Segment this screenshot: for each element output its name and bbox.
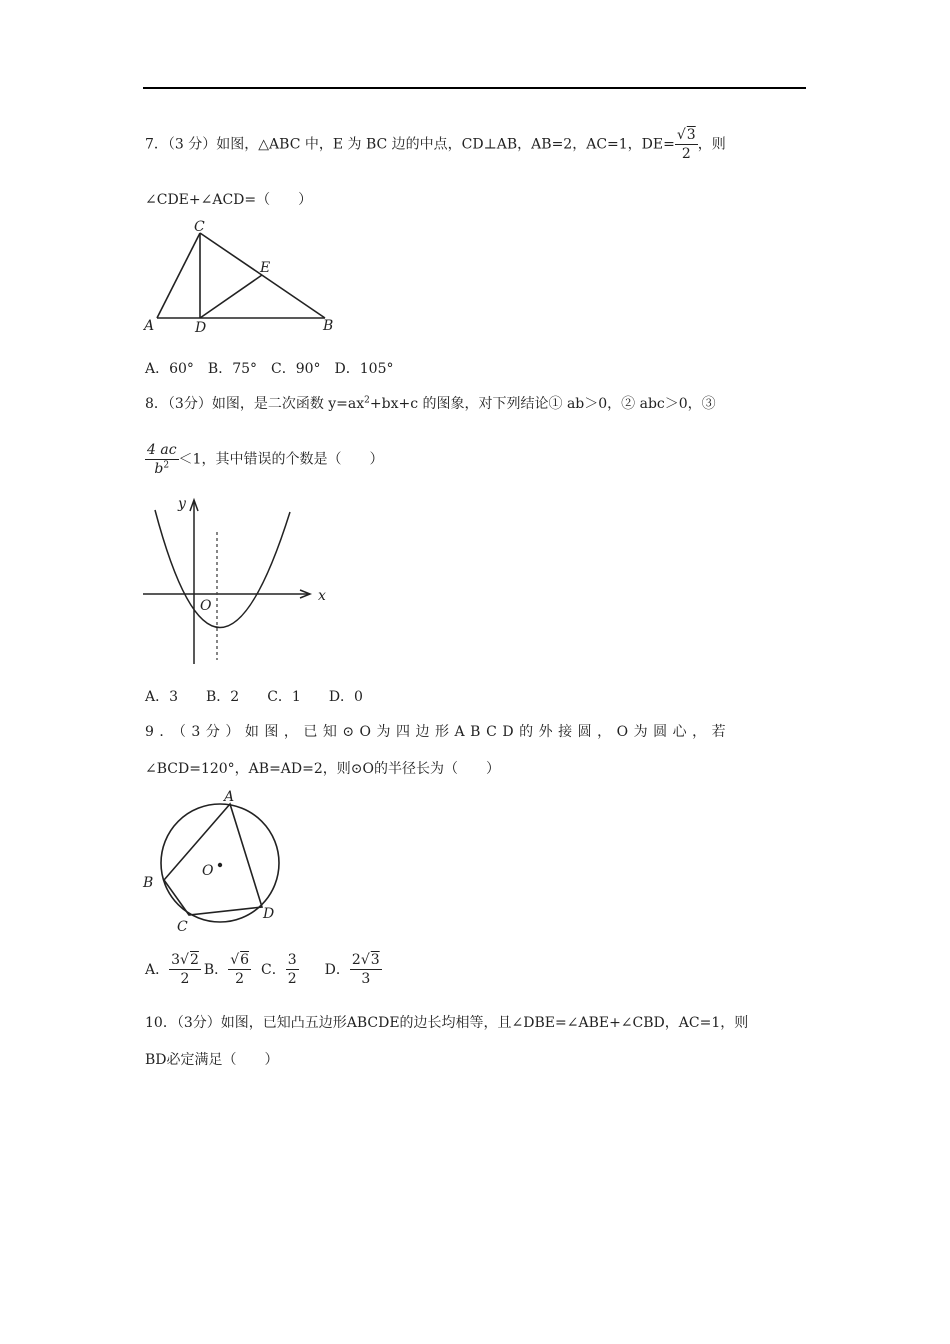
q9-option-c-fraction: $\frac{3}{2}$ xyxy=(287,952,297,987)
q10-line1: 10．（3分）如图，已知凸五边形ABCDE的边长均相等，且∠DBE=∠ABE+∠CBD，AC=1，则 xyxy=(145,1015,749,1031)
q9-line1: 9．（3分）如图，已知⊙O为四边形ABCD的外接圆，O为圆心，若 xyxy=(145,724,732,740)
q7-options: A．60° B．75° C．90° D．105° xyxy=(145,361,394,377)
q10-line2: BD必定满足（ ） xyxy=(145,1052,279,1068)
q9-label-d: D xyxy=(263,906,275,922)
q9-option-d-fraction: $\frac{2√3}{3}$ xyxy=(351,952,380,987)
q8-label-o: O xyxy=(200,598,212,614)
q8-options: A．3 B．2 C．1 D．0 xyxy=(145,689,363,705)
q9-center-dot xyxy=(218,863,222,867)
q8-line2: $\frac{4 ac}{b^2}$ ＜1，其中错误的个数是（ ） xyxy=(147,442,384,477)
q7-line1: 7．（3 分）如图，△ABC 中，E 为 BC 边的中点，CD⊥AB，AB=2，AC=1，DE= $\frac{√3}{2}$ ，则 xyxy=(145,127,726,162)
q7-label-c: C xyxy=(194,219,205,235)
q9-option-a-fraction: $\frac{3√2}{2}$ xyxy=(171,952,199,987)
q8-line1: 8．（3分）如图，是二次函数 $y=ax^2+bx+c$ 的图象，对下列结论① ab＞0，② abc＞0，③ xyxy=(145,395,716,412)
q7-label-a: A xyxy=(144,318,155,334)
q9-circle-figure xyxy=(140,785,300,935)
header-rule xyxy=(143,87,806,89)
q9-label-c: C xyxy=(177,919,188,935)
q9-label-a: A xyxy=(224,789,235,805)
q9-label-b: B xyxy=(143,875,154,891)
q8-label-y: y xyxy=(178,496,186,512)
q8-fraction: $\frac{4 ac}{b^2}$ xyxy=(147,442,177,477)
q9-options: A． $\frac{3√2}{2}$ B． $\frac{√6}{2}$ C． $\frac{3}{2}$ D． $\frac{2√3}{3}$ xyxy=(145,952,380,987)
q7-label-b: B xyxy=(323,318,334,334)
q8-parabola-figure xyxy=(140,492,340,672)
q7-label-e: E xyxy=(260,260,271,276)
q7-triangle-figure xyxy=(140,218,340,338)
q7-de-fraction: $\frac{√3}{2}$ xyxy=(676,127,696,162)
q9-option-b-fraction: $\frac{√6}{2}$ xyxy=(230,952,250,987)
q7-line2: ∠CDE+∠ACD=（ ） xyxy=(145,192,313,208)
q9-label-o: O xyxy=(202,863,214,879)
q9-line2: ∠BCD=120°，AB=AD=2，则⊙O的半径长为（ ） xyxy=(145,761,500,777)
q7-label-d: D xyxy=(195,320,207,336)
q8-label-x: x xyxy=(318,588,326,604)
